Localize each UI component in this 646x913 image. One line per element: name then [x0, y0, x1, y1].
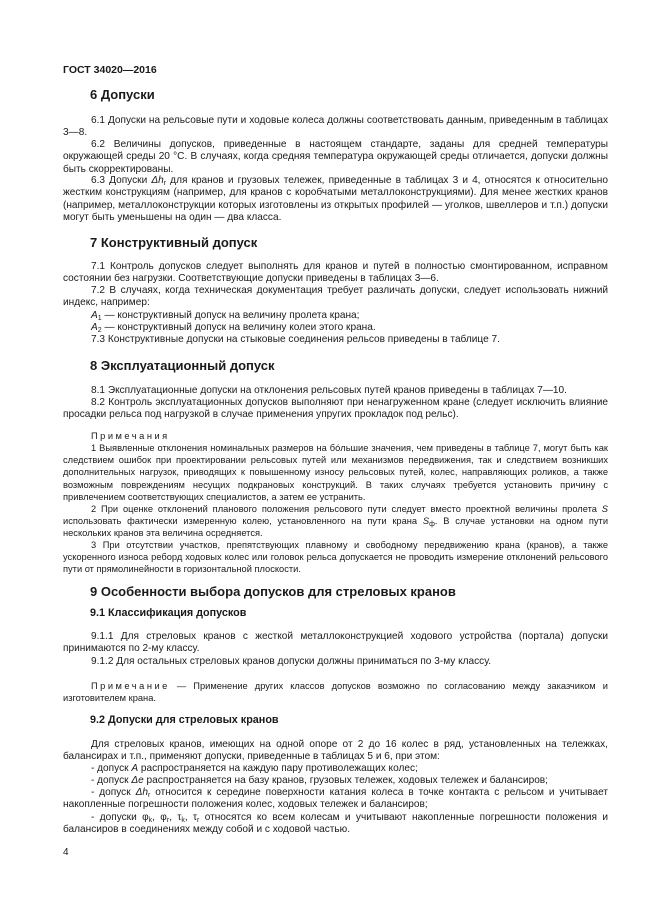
text: относятся ко всем колесам и учитывают накопленные погрешности положения и балансиров в соединениях между собой и с ходовой частью. [63, 812, 608, 836]
paragraph-8-2: 8.2 Контроль эксплуатационных допусков выполняют при ненагруженном кране (следует исключить влияние просадки рельса под нагрузкой в случае применения упругих прокладок под рельс). [63, 397, 608, 421]
page-number: 4 [63, 847, 69, 858]
subscript: k [181, 817, 185, 824]
subscript: 2 [97, 327, 102, 334]
paragraph-8-1: 8.1 Эксплуатационные допуски на отклонения рельсовых путей кранов приведены в таблицах 7—10. [91, 385, 567, 396]
symbol: A [91, 322, 98, 333]
note-label: Примечание [91, 681, 170, 691]
subsection-9-2-title: 9.2 Допуски для стреловых кранов [90, 714, 279, 726]
subscript: r [197, 817, 200, 824]
text: 6.3 Допуски [91, 175, 152, 186]
document-header: ГОСТ 34020—2016 [63, 64, 157, 76]
subsection-9-1-title: 9.1 Классификация допусков [90, 607, 247, 619]
text: - допуски [91, 812, 143, 823]
text: распространяется на каждую пару противолежащих колес; [138, 763, 418, 774]
subscript: ф [429, 521, 435, 529]
text: - допуск [91, 787, 136, 798]
text: . В случае установки на одном пути нескольких кранов эта величина осредняется. [63, 516, 609, 539]
note-3: 3 При отсутствии участков, препятствующих плавному и свободному передвижению крана (кранов), а также ускоренного износа реборд ходовых колес или головок рельса допускается не проводить измерение отклонений рельсового пути от прямолинейности в горизонтальной плоскости. [63, 540, 608, 575]
symbol: Δh [151, 175, 164, 186]
paragraph-9-1-1: 9.1.1 Для стреловых кранов с жесткой металлоконструкцией ходового устройства (портала) допуски принимаются по 2-му классу. [63, 631, 608, 655]
paragraph-6-2: 6.2 Величины допусков, приведенные в настоящем стандарте, заданы для средней температуры окружающей среды 20 °С. В случаях, когда средняя температура окружающей среды отличается, допуски должны быть скорректированы. [63, 139, 608, 175]
symbol: Δe [131, 775, 144, 786]
text: для кранов и грузовых тележек, приведенные в таблицах 3 и 4, относятся к относительно жестким конструкциям (например, для кранов с коробчатыми металлоконструкциями). Для менее жестких кранов (например, металлоконструкции которых изготовлены из открытых профилей — уголков, швеллеров и т.п.) допуски могут быть уменьшены на один — два класса. [63, 175, 608, 223]
symbol: S [422, 516, 430, 527]
symbol: S [601, 504, 608, 514]
paragraph-7-3: 7.3 Конструктивные допуски на стыковые соединения рельсов приведены в таблице 7. [91, 334, 500, 345]
paragraph-9-1-2: 9.1.2 Для остальных стреловых кранов допуски должны приниматься по 3-му классу. [91, 656, 492, 667]
paragraph-7-1: 7.1 Контроль допусков следует выполнять для кранов и путей в полностью смонтированном, исправном состоянии без нагрузки. Соответствующие допуски приведены в таблицах 3—6. [63, 261, 608, 285]
symbol: A [131, 763, 139, 774]
subscript: r [147, 792, 151, 799]
definition-a1 [63, 310, 608, 322]
subscript: r [163, 180, 167, 187]
subscript: r [166, 817, 170, 824]
paragraph-6-3 [63, 175, 608, 224]
text: - допуск [91, 763, 132, 774]
section-7-title: 7 Конструктивный допуск [90, 235, 258, 250]
symbol: , τ [169, 812, 182, 823]
paragraph-9-2: Для стреловых кранов, имеющих на одной опоре от 2 до 16 колес в ряд, установленных на тележках, балансирах и т.п., применяют допуски, приведенные в таблицах 5 и 6, при этом: [63, 739, 608, 763]
text: — конструктивный допуск на величину колеи этого крана. [101, 322, 376, 333]
text: относится к середине поверхности катания колеса в точке контакта с рельсом и учитывает накопленные погрешности положения колес, ходовых тележек и балансиров; [63, 787, 608, 811]
subscript: 1 [97, 315, 102, 322]
note-1: 1 Выявленные отклонения номинальных размеров на бóльшие значения, чем приведены в таблице 7, могут быть как следствием ошибок при проектировании рельсовых путей или механизмов передвижения, так и следствием возникших дополнительных нагрузок, приводящих к повышенному износу рельсовых путей, колес, направляющих роликов, а также возможным повреждениям несущих подкрановых конструкций. В таких случаях требуется установить причину с привлечением соответствующих специалистов, а затем ее устранить. [63, 443, 608, 502]
bullet-delta-e [63, 775, 608, 787]
symbol: , τ [184, 812, 198, 823]
bullet-phi-tau [63, 812, 608, 837]
text: — конструктивный допуск на величину пролета крана; [101, 310, 360, 321]
section-6-title: 6 Допуски [90, 87, 155, 102]
symbol: φ [142, 812, 149, 823]
text: — Применение других классов допусков возможно по согласованию между заказчиком и изготовителем крана. [63, 681, 608, 704]
text: использовать фактически измеренную колею, установленного на пути крана [63, 516, 423, 527]
note-2 [63, 503, 608, 540]
bullet-delta-h [63, 787, 608, 812]
paragraph-6-1: 6.1 Допуски на рельсовые пути и ходовые колеса должны соответствовать данным, приведенным в таблицах 3—8. [63, 115, 608, 139]
section-9-title: 9 Особенности выбора допусков для стреловых кранов [90, 584, 456, 599]
symbol: Δh [135, 787, 148, 798]
bullet-a [63, 763, 608, 775]
section-8-title: 8 Эксплуатационный допуск [90, 358, 275, 373]
text: - допуск [91, 775, 132, 786]
text: 2 При оценке отклонений планового положения рельсового пути следует вместо проектной величины пролета [91, 504, 602, 514]
text: распространяется на базу кранов, грузовых тележек, ходовых тележек и балансиров; [143, 775, 548, 786]
definition-a2 [63, 322, 608, 334]
notes-label: Примечания [91, 431, 170, 441]
symbol: A [91, 310, 98, 321]
subscript: k [148, 817, 153, 824]
paragraph-7-2: 7.2 В случаях, когда техническая документация требует различать допуски, следует использовать нижний индекс, например: [63, 285, 608, 309]
symbol: , φ [152, 812, 167, 823]
note-9 [63, 680, 608, 704]
